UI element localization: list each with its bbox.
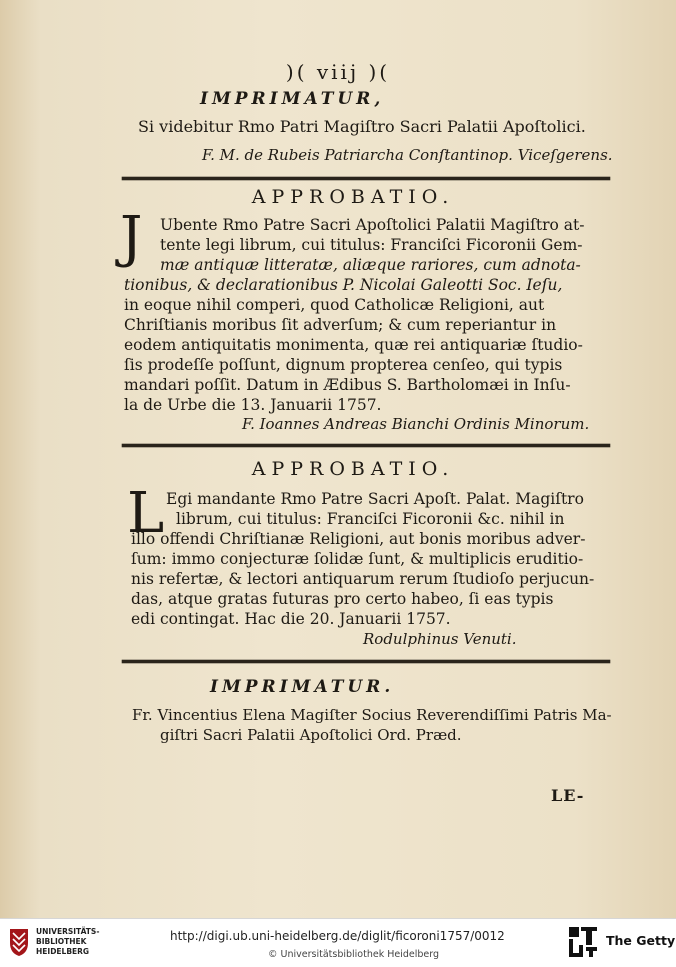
approbatio-1-line: mæ antiquæ litteratæ, aliæque rariores, cum adnota- bbox=[160, 256, 581, 274]
divider-rule-3 bbox=[122, 660, 610, 663]
library-logo-line: UNIVERSITÄTS- bbox=[36, 927, 100, 936]
imprimatur-heading-1: IMPRIMATUR, bbox=[200, 89, 385, 109]
imprimatur-signature-1: F. M. de Rubeis Patriarcha Conſtantinop. Viceſgerens. bbox=[202, 146, 613, 164]
approbatio-2-line: ſum: immo conjecturæ ſolidæ ſunt, & multiplicis eruditio- bbox=[131, 550, 584, 568]
approbatio-2-line: das, atque gratas futuras pro certo habeo, ſi eas typis bbox=[131, 590, 554, 608]
approbatio-1-line: tionibus, & declarationibus P. Nicolai Galeotti Soc. Ieſu, bbox=[124, 276, 563, 294]
approbatio-1-line: ſis prodeſſe poſſunt, dignum propterea cenſeo, qui typis bbox=[124, 356, 563, 374]
imprimatur-heading-2: IMPRIMATUR. bbox=[210, 677, 395, 697]
divider-rule-2 bbox=[122, 444, 610, 447]
permalink-url[interactable]: http://digi.ub.uni-heidelberg.de/diglit/ficoroni1757/0012 bbox=[170, 929, 505, 943]
catchword: LE- bbox=[551, 786, 585, 805]
imprimatur-line-1: Si videbitur Rmo Patri Magiſtro Sacri Palatii Apoſtolici. bbox=[138, 117, 586, 136]
getty-logo-icon[interactable] bbox=[567, 925, 599, 959]
approbatio-1-line: Ubente Rmo Patre Sacri Apoſtolici Palatii Magiſtro at- bbox=[160, 216, 585, 234]
library-shield-icon bbox=[8, 925, 30, 957]
approbatio-2-line: edi contingat. Hac die 20. Januarii 1757. bbox=[131, 610, 451, 628]
library-logo-line: BIBLIOTHEK bbox=[36, 937, 87, 946]
approbatio-2-line: librum, cui titulus: Franciſci Ficoronii &c. nihil in bbox=[176, 510, 565, 528]
university-library-logo[interactable] bbox=[8, 923, 108, 963]
approbatio-1-line: mandari poſſit. Datum in Ædibus S. Bartholomæi in Inſu- bbox=[124, 376, 571, 394]
approbatio-signature-2: Rodulphinus Venuti. bbox=[363, 630, 517, 648]
approbatio-2-line: Egi mandante Rmo Patre Sacri Apoſt. Palat. Magiſtro bbox=[166, 490, 584, 508]
dropcap-1: J bbox=[120, 205, 143, 270]
approbatio-1-line: tente legi librum, cui titulus: Franciſci Ficoronii Gem- bbox=[160, 236, 583, 254]
approbatio-1-line: in eoque nihil comperi, quod Catholicæ Religioni, aut bbox=[124, 296, 545, 314]
copyright-notice: © Universitätsbibliothek Heidelberg bbox=[268, 949, 440, 960]
imprimatur-line-2: Fr. Vincentius Elena Magiſter Socius Reverendiſſimi Patris Ma- bbox=[132, 706, 612, 724]
approbatio-1-line: eodem antiquitatis monimenta, quæ rei antiquariæ ſtudio- bbox=[124, 336, 583, 354]
approbatio-heading-2: APPROBATIO. bbox=[251, 458, 455, 480]
page-folio: )( viij )( bbox=[285, 60, 391, 84]
viewer-footer bbox=[0, 918, 676, 967]
dropcap-2: L bbox=[127, 481, 165, 546]
partner-name[interactable]: The Getty bbox=[606, 933, 676, 948]
approbatio-signature-1: F. Ioannes Andreas Bianchi Ordinis Minorum. bbox=[242, 415, 590, 433]
approbatio-2-line: illo offendi Chriſtianæ Religioni, aut bonis moribus adver- bbox=[131, 530, 586, 548]
approbatio-2-line: nis refertæ, & lectori antiquarum rerum ſtudioſo perjucun- bbox=[131, 570, 595, 588]
approbatio-1-line: Chriſtianis moribus ſit adverſum; & cum reperiantur in bbox=[124, 316, 557, 334]
approbatio-heading-1: APPROBATIO. bbox=[251, 186, 455, 208]
imprimatur-line-2: giſtri Sacri Palatii Apoſtolici Ord. Præd. bbox=[160, 726, 462, 744]
library-logo-line: HEIDELBERG bbox=[36, 947, 90, 956]
divider-rule-1 bbox=[122, 177, 610, 180]
approbatio-1-line: la de Urbe die 13. Januarii 1757. bbox=[124, 396, 382, 414]
